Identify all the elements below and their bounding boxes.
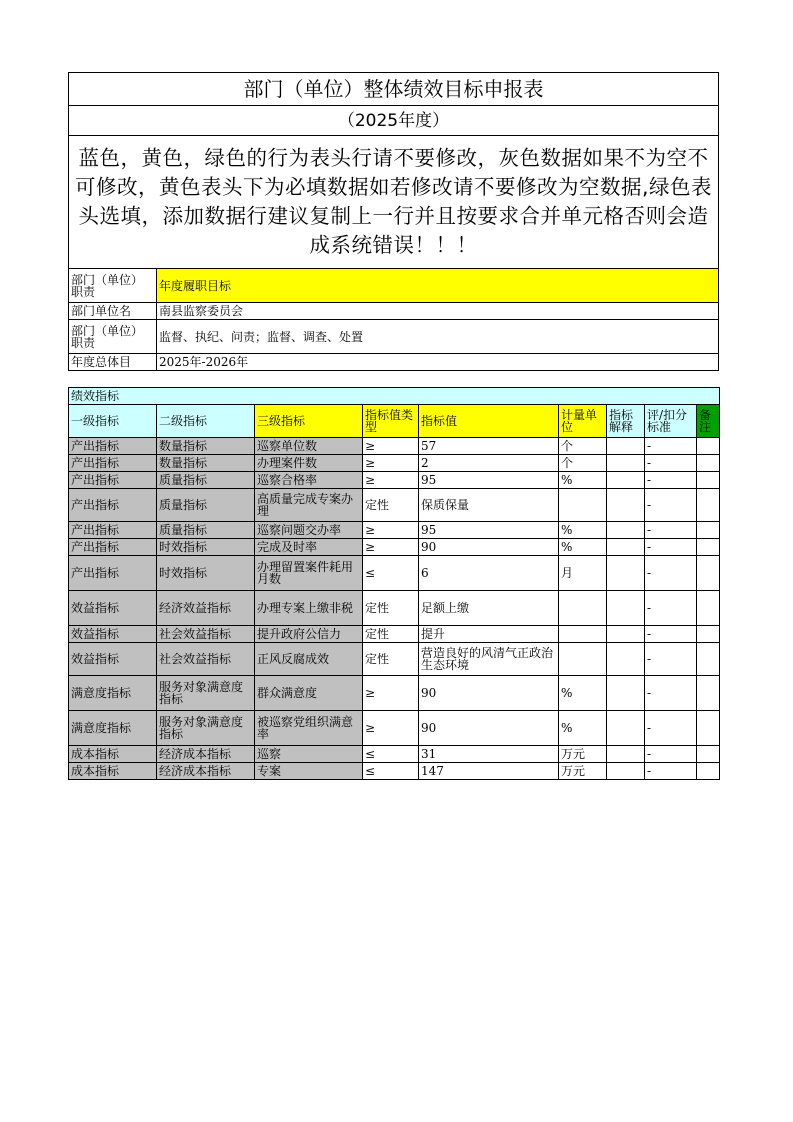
l1-cell: 满意度指标 bbox=[69, 676, 157, 711]
l1-cell: 产出指标 bbox=[69, 556, 157, 591]
explain-cell[interactable] bbox=[607, 591, 645, 626]
l2-cell: 数量指标 bbox=[157, 455, 255, 472]
l3-cell: 巡察 bbox=[255, 746, 363, 763]
table-row bbox=[69, 591, 720, 626]
value-cell[interactable]: 6 bbox=[419, 556, 559, 591]
unit-label: 部门单位名 bbox=[69, 303, 157, 320]
l1-cell: 成本指标 bbox=[69, 763, 157, 780]
table-row bbox=[69, 539, 720, 556]
col-header-explain: 指标解释 bbox=[607, 405, 645, 438]
explain-cell[interactable] bbox=[607, 438, 645, 455]
l2-cell: 服务对象满意度指标 bbox=[157, 676, 255, 711]
table-row bbox=[69, 711, 720, 746]
type-cell[interactable]: ≥ bbox=[363, 438, 419, 455]
type-cell[interactable]: ≥ bbox=[363, 711, 419, 746]
perf-body bbox=[69, 438, 720, 780]
note-cell[interactable] bbox=[697, 591, 720, 626]
note-cell[interactable] bbox=[697, 522, 720, 539]
overall-value[interactable]: 2025年-2026年 bbox=[157, 354, 719, 371]
l3-cell: 巡察问题交办率 bbox=[255, 522, 363, 539]
explain-cell[interactable] bbox=[607, 556, 645, 591]
table-row bbox=[69, 455, 720, 472]
value-cell[interactable]: 保质保量 bbox=[419, 489, 559, 522]
score-cell[interactable]: - bbox=[645, 676, 697, 711]
table-row bbox=[69, 472, 720, 489]
value-cell[interactable]: 57 bbox=[419, 438, 559, 455]
unit-cell[interactable] bbox=[559, 489, 607, 522]
explain-cell[interactable] bbox=[607, 489, 645, 522]
col-header-score: 评/扣分标准 bbox=[645, 405, 697, 438]
value-cell[interactable]: 95 bbox=[419, 522, 559, 539]
score-cell[interactable]: - bbox=[645, 455, 697, 472]
value-cell[interactable]: 90 bbox=[419, 711, 559, 746]
l2-cell: 时效指标 bbox=[157, 556, 255, 591]
type-cell[interactable]: 定性 bbox=[363, 489, 419, 522]
perf-section-title: 绩效指标 bbox=[69, 388, 720, 405]
score-cell[interactable]: - bbox=[645, 643, 697, 676]
unit-cell[interactable]: 个 bbox=[559, 455, 607, 472]
note-cell[interactable] bbox=[697, 539, 720, 556]
unit-cell[interactable]: % bbox=[559, 472, 607, 489]
value-cell[interactable]: 90 bbox=[419, 539, 559, 556]
l2-cell: 社会效益指标 bbox=[157, 643, 255, 676]
explain-cell[interactable] bbox=[607, 643, 645, 676]
score-cell[interactable]: - bbox=[645, 626, 697, 643]
unit-cell[interactable]: % bbox=[559, 711, 607, 746]
l1-cell: 产出指标 bbox=[69, 539, 157, 556]
l1-cell: 成本指标 bbox=[69, 746, 157, 763]
explain-cell[interactable] bbox=[607, 472, 645, 489]
value-cell[interactable]: 足额上缴 bbox=[419, 591, 559, 626]
table-row bbox=[69, 746, 720, 763]
type-cell[interactable]: ≤ bbox=[363, 556, 419, 591]
table-row bbox=[69, 676, 720, 711]
l1-cell: 产出指标 bbox=[69, 489, 157, 522]
col-header-unit: 计量单位 bbox=[559, 405, 607, 438]
explain-cell[interactable] bbox=[607, 522, 645, 539]
explain-cell[interactable] bbox=[607, 455, 645, 472]
score-cell[interactable]: - bbox=[645, 472, 697, 489]
notice-text: 蓝色，黄色，绿色的行为表头行请不要修改，灰色数据如果不为空不可修改，黄色表头下为必填数据如若修改请不要修改为空数据,绿色表头选填，添加数据行建议复制上一行并且按要求合并单元格否则会造成系统错误！！！ bbox=[69, 136, 719, 269]
score-cell[interactable]: - bbox=[645, 489, 697, 522]
value-cell[interactable]: 31 bbox=[419, 746, 559, 763]
l2-cell: 经济成本指标 bbox=[157, 763, 255, 780]
l1-cell: 产出指标 bbox=[69, 438, 157, 455]
score-cell[interactable]: - bbox=[645, 591, 697, 626]
note-cell[interactable] bbox=[697, 746, 720, 763]
l3-cell: 群众满意度 bbox=[255, 676, 363, 711]
l2-cell: 服务对象满意度指标 bbox=[157, 711, 255, 746]
score-cell[interactable]: - bbox=[645, 746, 697, 763]
l3-cell: 办理专案上缴非税 bbox=[255, 591, 363, 626]
performance-table bbox=[68, 387, 720, 780]
note-cell[interactable] bbox=[697, 438, 720, 455]
unit-cell[interactable]: % bbox=[559, 522, 607, 539]
type-cell[interactable]: ≥ bbox=[363, 676, 419, 711]
note-cell[interactable] bbox=[697, 489, 720, 522]
l3-cell: 高质量完成专案办理 bbox=[255, 489, 363, 522]
table-row bbox=[69, 626, 720, 643]
unit-cell[interactable]: 个 bbox=[559, 438, 607, 455]
note-cell[interactable] bbox=[697, 676, 720, 711]
l1-cell: 产出指标 bbox=[69, 472, 157, 489]
l2-cell: 经济成本指标 bbox=[157, 746, 255, 763]
l1-cell: 效益指标 bbox=[69, 626, 157, 643]
value-cell[interactable]: 提升 bbox=[419, 626, 559, 643]
l1-cell: 效益指标 bbox=[69, 591, 157, 626]
l3-cell: 专案 bbox=[255, 763, 363, 780]
duty-label-2: 部门（单位）职责 bbox=[69, 320, 157, 354]
overall-label: 年度总体目 bbox=[69, 354, 157, 371]
explain-cell[interactable] bbox=[607, 746, 645, 763]
table-row bbox=[69, 763, 720, 780]
duty-label: 部门（单位）职责 bbox=[69, 269, 157, 303]
note-cell[interactable] bbox=[697, 643, 720, 676]
l3-cell: 提升政府公信力 bbox=[255, 626, 363, 643]
report-year: （2025年度） bbox=[69, 106, 719, 136]
unit-cell[interactable]: 万元 bbox=[559, 763, 607, 780]
explain-cell[interactable] bbox=[607, 763, 645, 780]
score-cell[interactable]: - bbox=[645, 556, 697, 591]
col-header-l1: 一级指标 bbox=[69, 405, 157, 438]
type-cell[interactable]: ≥ bbox=[363, 539, 419, 556]
header-table bbox=[68, 72, 719, 269]
unit-cell[interactable] bbox=[559, 626, 607, 643]
value-cell[interactable]: 营造良好的风清气正政治生态环境 bbox=[419, 643, 559, 676]
explain-cell[interactable] bbox=[607, 676, 645, 711]
explain-cell[interactable] bbox=[607, 539, 645, 556]
goal-header: 年度履职目标 bbox=[157, 269, 719, 303]
l2-cell: 质量指标 bbox=[157, 522, 255, 539]
l2-cell: 时效指标 bbox=[157, 539, 255, 556]
duty-value[interactable]: 监督、执纪、问责；监督、调查、处置 bbox=[157, 320, 719, 354]
l3-cell: 被巡察党组织满意率 bbox=[255, 711, 363, 746]
info-table bbox=[68, 268, 719, 371]
l3-cell: 巡察单位数 bbox=[255, 438, 363, 455]
l2-cell: 经济效益指标 bbox=[157, 591, 255, 626]
table-row bbox=[69, 522, 720, 539]
table-row bbox=[69, 556, 720, 591]
note-cell[interactable] bbox=[697, 626, 720, 643]
report-title: 部门（单位）整体绩效目标申报表 bbox=[69, 73, 719, 106]
type-cell[interactable]: ≥ bbox=[363, 522, 419, 539]
value-cell[interactable]: 95 bbox=[419, 472, 559, 489]
note-cell[interactable] bbox=[697, 472, 720, 489]
note-cell[interactable] bbox=[697, 455, 720, 472]
type-cell[interactable]: ≤ bbox=[363, 763, 419, 780]
type-cell[interactable]: 定性 bbox=[363, 626, 419, 643]
col-header-note: 备注 bbox=[697, 405, 720, 438]
note-cell[interactable] bbox=[697, 763, 720, 780]
score-cell[interactable]: - bbox=[645, 438, 697, 455]
l3-cell: 巡察合格率 bbox=[255, 472, 363, 489]
l1-cell: 效益指标 bbox=[69, 643, 157, 676]
unit-cell[interactable]: 月 bbox=[559, 556, 607, 591]
score-cell[interactable]: - bbox=[645, 539, 697, 556]
explain-cell[interactable] bbox=[607, 711, 645, 746]
explain-cell[interactable] bbox=[607, 626, 645, 643]
type-cell[interactable]: ≥ bbox=[363, 455, 419, 472]
unit-cell[interactable] bbox=[559, 591, 607, 626]
l3-cell: 办理案件数 bbox=[255, 455, 363, 472]
l1-cell: 满意度指标 bbox=[69, 711, 157, 746]
col-header-l2: 二级指标 bbox=[157, 405, 255, 438]
score-cell[interactable]: - bbox=[645, 522, 697, 539]
score-cell[interactable]: - bbox=[645, 763, 697, 780]
l3-cell: 办理留置案件耗用月数 bbox=[255, 556, 363, 591]
unit-cell[interactable]: 万元 bbox=[559, 746, 607, 763]
l2-cell: 社会效益指标 bbox=[157, 626, 255, 643]
value-cell[interactable]: 2 bbox=[419, 455, 559, 472]
report-sheet bbox=[68, 72, 719, 780]
l2-cell: 质量指标 bbox=[157, 489, 255, 522]
note-cell[interactable] bbox=[697, 711, 720, 746]
col-header-l3: 三级指标 bbox=[255, 405, 363, 438]
l3-cell: 完成及时率 bbox=[255, 539, 363, 556]
l2-cell: 数量指标 bbox=[157, 438, 255, 455]
unit-value[interactable]: 南县监察委员会 bbox=[157, 303, 719, 320]
unit-cell[interactable] bbox=[559, 643, 607, 676]
l1-cell: 产出指标 bbox=[69, 455, 157, 472]
type-cell[interactable]: 定性 bbox=[363, 591, 419, 626]
col-header-value: 指标值 bbox=[419, 405, 559, 438]
table-row bbox=[69, 438, 720, 455]
unit-cell[interactable]: % bbox=[559, 539, 607, 556]
note-cell[interactable] bbox=[697, 556, 720, 591]
type-cell[interactable]: 定性 bbox=[363, 643, 419, 676]
col-header-type: 指标值类型 bbox=[363, 405, 419, 438]
l2-cell: 质量指标 bbox=[157, 472, 255, 489]
unit-cell[interactable]: % bbox=[559, 676, 607, 711]
type-cell[interactable]: ≥ bbox=[363, 472, 419, 489]
value-cell[interactable]: 147 bbox=[419, 763, 559, 780]
l1-cell: 产出指标 bbox=[69, 522, 157, 539]
score-cell[interactable]: - bbox=[645, 711, 697, 746]
table-row bbox=[69, 489, 720, 522]
l3-cell: 正风反腐成效 bbox=[255, 643, 363, 676]
type-cell[interactable]: ≤ bbox=[363, 746, 419, 763]
table-row bbox=[69, 643, 720, 676]
value-cell[interactable]: 90 bbox=[419, 676, 559, 711]
